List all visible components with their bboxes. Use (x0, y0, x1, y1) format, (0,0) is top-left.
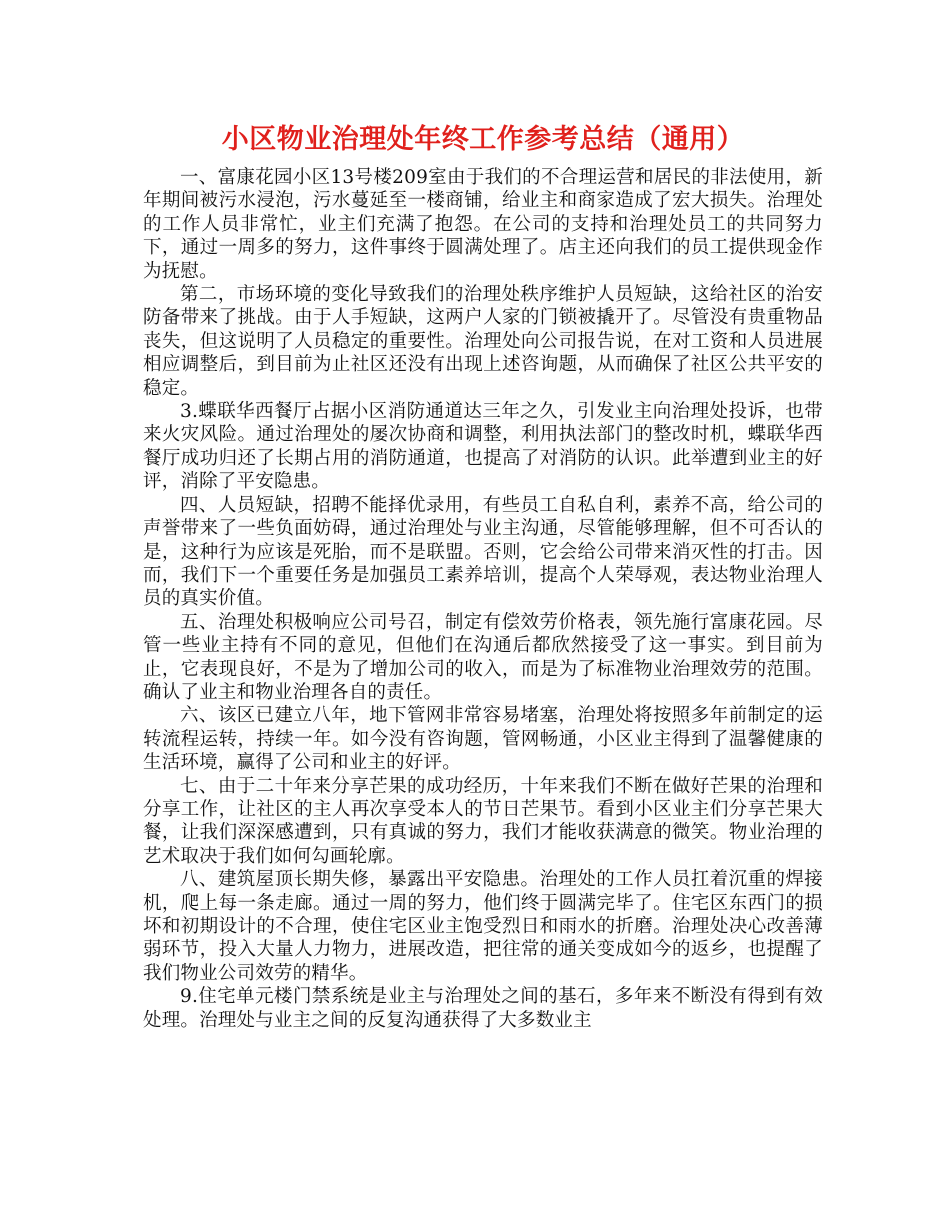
paragraph-3: 3.蝶联华西餐厅占据小区消防通道达三年之久，引发业主向治理处投诉，也带来火灾风险。通过治理处的屡次协商和调整，利用执法部门的整改时机，蝶联华西餐厅成功归还了长期占用的消防通道，也提高了对消防的认识。此举遭到业主的好评，消除了平安隐患。 (143, 401, 823, 493)
paragraph-7: 七、由于二十年来分享芒果的成功经历，十年来我们不断在做好芒果的治理和分享工作，让社区的主人再次享受本人的节日芒果节。看到小区业主们分享芒果大餐，让我们深深感遭到，只有真诚的努力，我们才能收获满意的微笑。物业治理的艺术取决于我们如何勾画轮廓。 (143, 775, 823, 867)
document-title: 小区物业治理处年终工作参考总结（通用） (221, 124, 745, 155)
paragraph-5: 五、治理处积极响应公司号召，制定有偿效劳价格表，领先施行富康花园。尽管一些业主持有不同的意见，但他们在沟通后都欣然接受了这一事实。到目前为止，它表现良好，不是为了增加公司的收入，而是为了标准物业治理效劳的范围。确认了业主和物业治理各自的责任。 (143, 611, 823, 703)
paragraph-2: 第二，市场环境的变化导致我们的治理处秩序维护人员短缺，这给社区的治安防备带来了挑战。由于人手短缺，这两户人家的门锁被撬开了。尽管没有贵重物品丧失，但这说明了人员稳定的重要性。治理处向公司报告说，在对工资和人员进展相应调整后，到目前为止社区还没有出现上述咨询题，从而确保了社区公共平安的稳定。 (143, 284, 823, 399)
paragraph-9: 9.住宅单元楼门禁系统是业主与治理处之间的基石，多年来不断没有得到有效处理。治理处与业主之间的反复沟通获得了大多数业主 (143, 986, 823, 1031)
document-page (143, 118, 823, 1032)
paragraph-1: 一、富康花园小区13号楼209室由于我们的不合理运营和居民的非法使用，新年期间被污水浸泡，污水蔓延至一楼商铺，给业主和商家造成了宏大损失。治理处的工作人员非常忙，业主们充满了抱怨。在公司的支持和治理处员工的共同努力下，通过一周多的努力，这件事终于圆满处理了。店主还向我们的员工提供现金作为抚慰。 (143, 167, 823, 282)
paragraph-4: 四、人员短缺，招聘不能择优录用，有些员工自私自利，素养不高，给公司的声誉带来了一些负面妨碍，通过治理处与业主沟通，尽管能够理解，但不可否认的是，这种行为应该是死胎，而不是联盟。否则，它会给公司带来消灭性的打击。因而，我们下一个重要任务是加强员工素养培训，提高个人荣辱观，表达物业治理人员的真实价值。 (143, 494, 823, 610)
paragraph-6: 六、该区已建立八年，地下管网非常容易堵塞，治理处将按照多年前制定的运转流程运转，持续一年。如今没有咨询题，管网畅通，小区业主得到了温馨健康的生活环境，赢得了公司和业主的好评。 (143, 705, 823, 774)
paragraph-8: 八、建筑屋顶长期失修，暴露出平安隐患。治理处的工作人员扛着沉重的焊接机，爬上每一条走廊。通过一周的努力，他们终于圆满完毕了。住宅区东西门的损坏和初期设计的不合理，使住宅区业主饱受烈日和雨水的折磨。治理处决心改善薄弱环节，投入大量人力物力，进展改造，把往常的通关变成如今的返乡，也提醒了我们物业公司效劳的精华。 (143, 869, 823, 984)
